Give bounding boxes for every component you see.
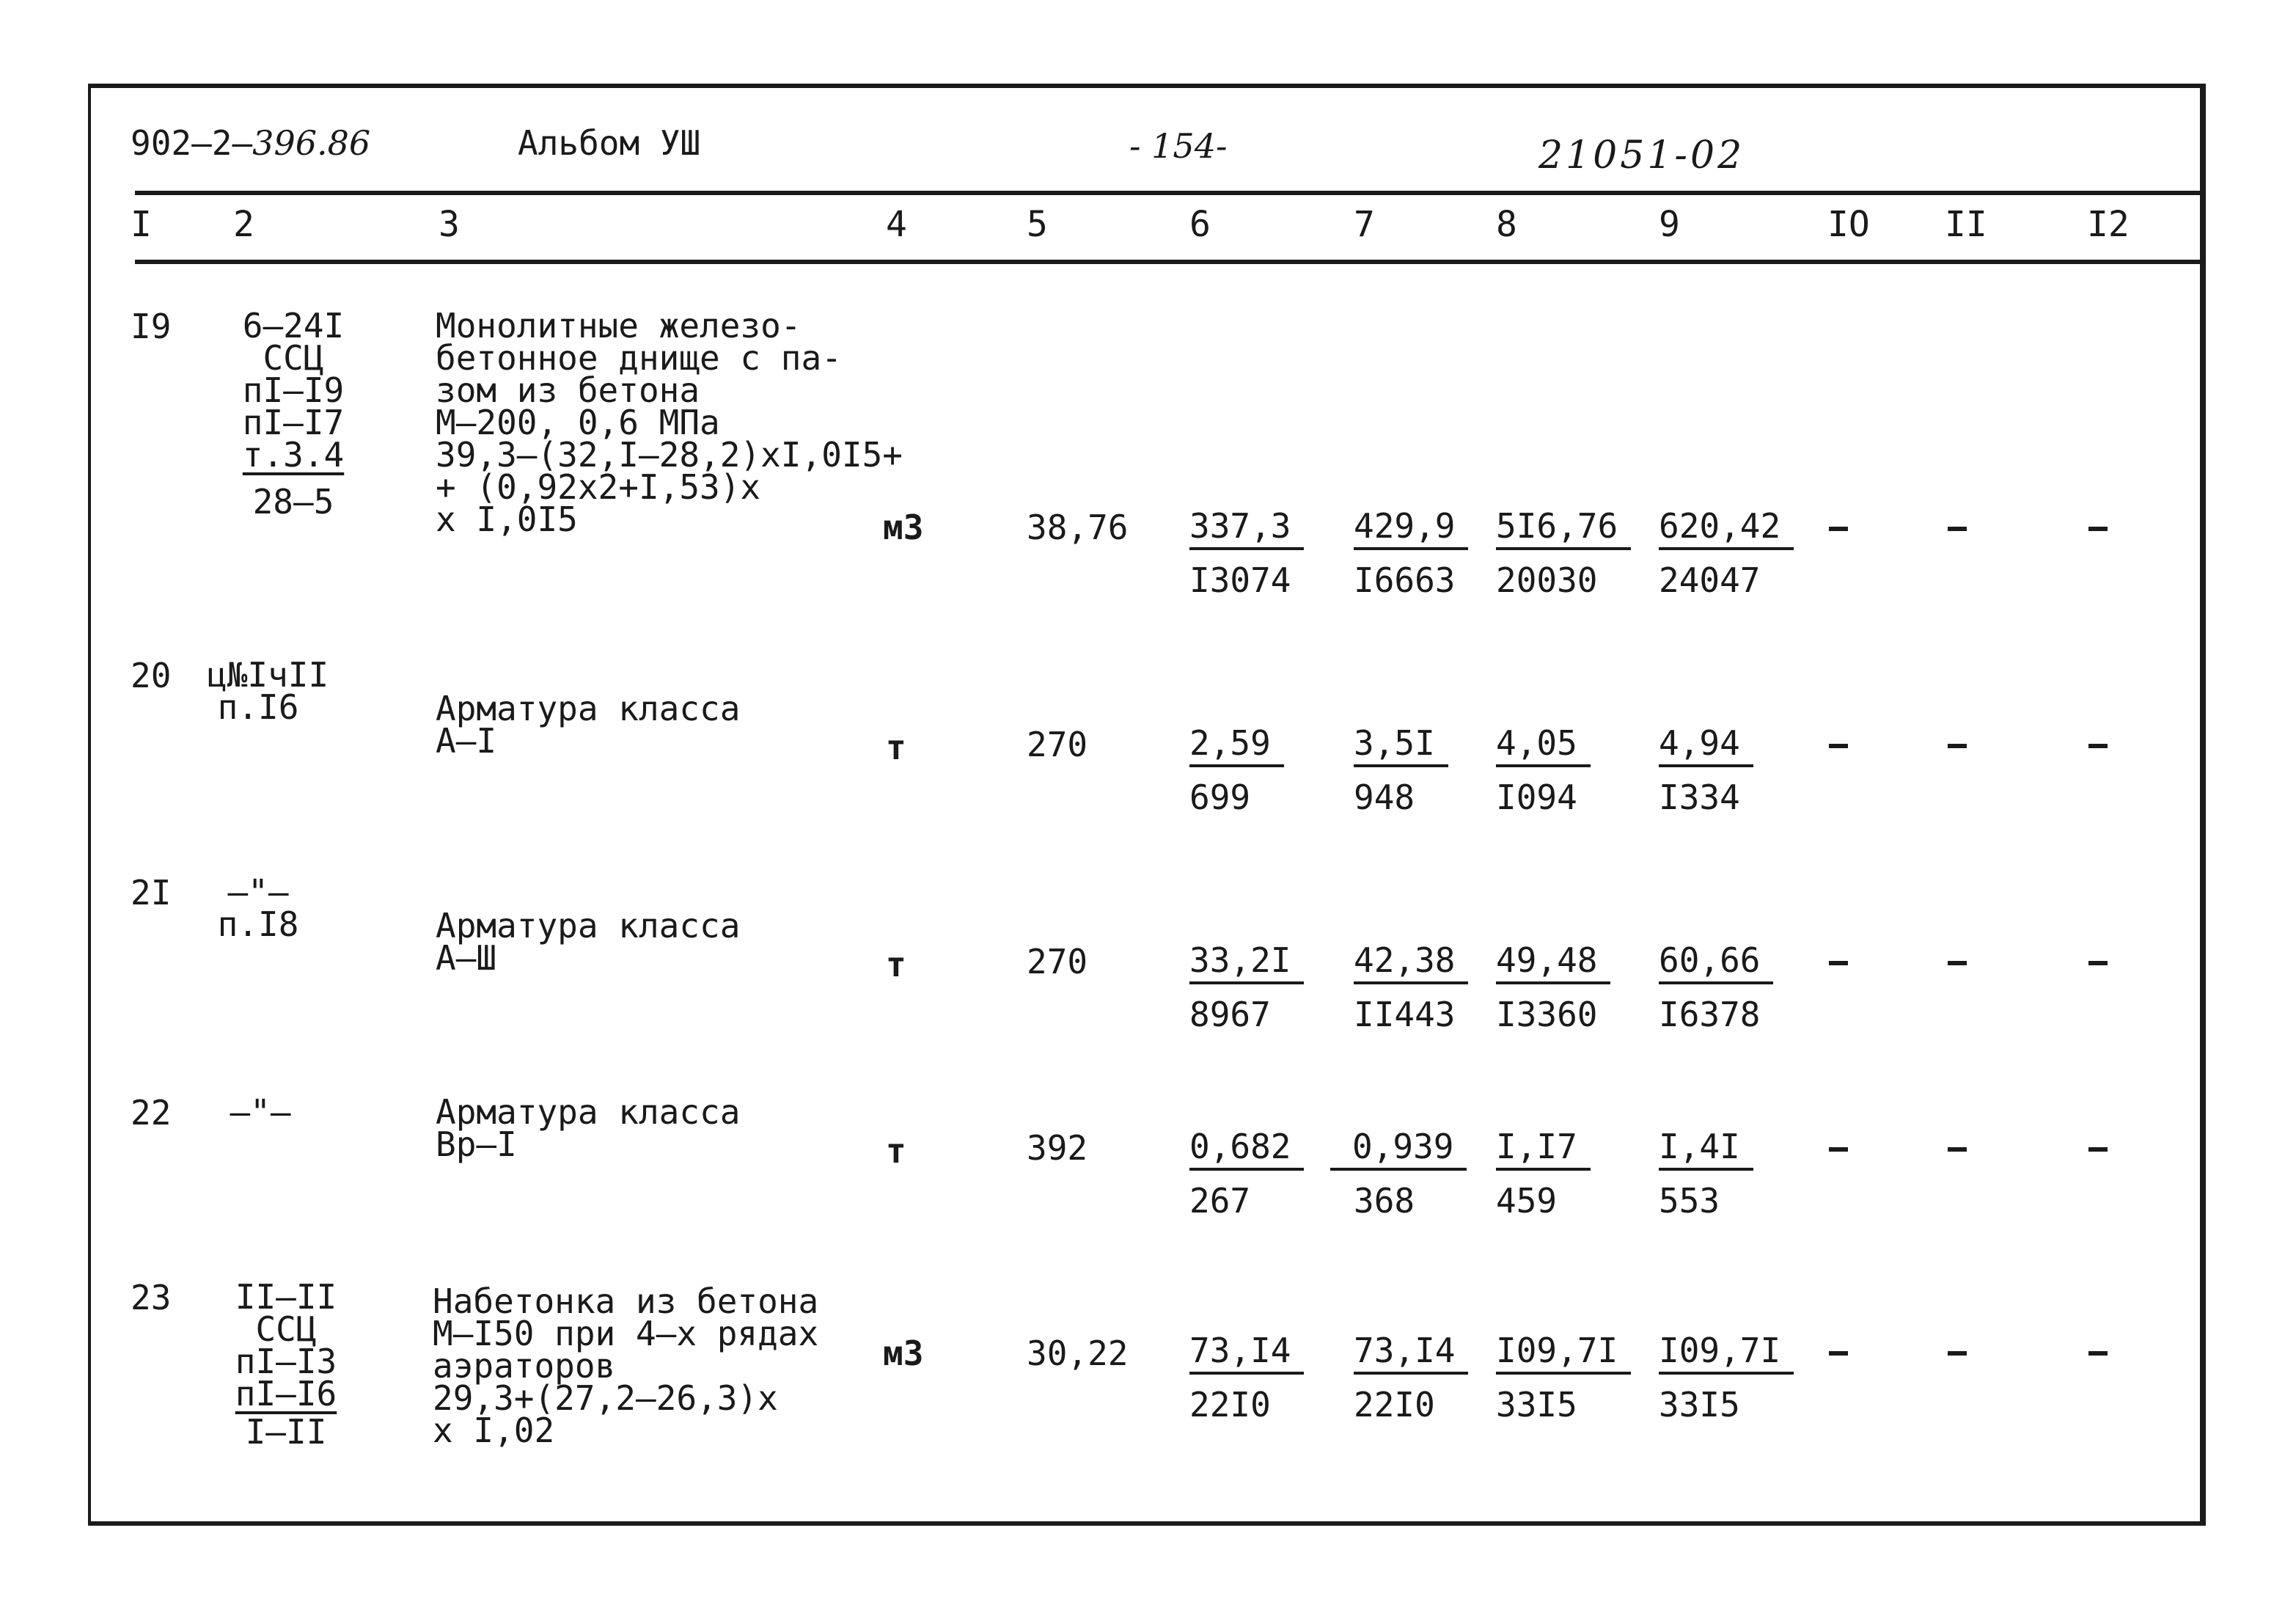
project-number: 21051-02 [1538,133,1745,178]
total-cost: 20030 [1496,560,1598,600]
norm-code-line: пI–I6 [235,1374,337,1413]
unit-cost: 429,9 [1354,508,1468,550]
total-cost: 33I5 [1659,1385,1740,1424]
cost-col-7 [1354,508,1468,599]
quantity: 392 [1027,1128,1088,1168]
col-header-3: 3 [439,204,460,245]
work-description: Монолитные железо- бетонное днище с па- зом из бетона М–200, 0,6 МПа 39,3–(32,I–28,2)хI,0I5+ + (0,92х2+I,53)х х I,0I5 [436,306,903,539]
row-number: 2I [131,873,172,912]
work-description: Арматура класса А–Ш [436,906,741,978]
document-sheet [88,84,2206,1526]
total-cost: 33I5 [1496,1385,1577,1424]
norm-code-line: ССЦ [263,338,324,378]
unit-cost: 73,I4 [1354,1332,1468,1375]
cost-col-6 [1189,725,1284,816]
quantity: 270 [1027,725,1088,764]
total-cost: I3074 [1189,560,1291,600]
norm-code-line: ц№IчII [207,655,329,695]
cost-col-7 [1330,1128,1467,1219]
unit-cost: 49,48 [1496,942,1610,984]
unit-cost: I,I7 [1496,1128,1591,1171]
unit-cost: 60,66 [1659,942,1773,984]
doc-code [131,123,371,163]
unit: м3 [883,508,924,547]
total-cost: I334 [1659,778,1740,817]
cost-col-8 [1496,508,1631,599]
unit: м3 [883,1334,924,1373]
norm-code [220,306,367,522]
empty-dash [1948,527,1967,531]
cost-col-7 [1354,725,1448,816]
cost-col-7 [1354,942,1468,1033]
total-cost: 8967 [1189,995,1271,1034]
cost-col-6 [1189,1128,1304,1219]
total-cost: 459 [1496,1181,1558,1221]
total-cost: 24047 [1659,560,1761,600]
norm-code [220,1277,352,1452]
unit-cost: 33,2I [1189,942,1304,984]
col-header-8: 8 [1496,204,1517,245]
work-description: Набетонка из бетона М–I50 при 4–х рядах аэраторов 29,3+(27,2–26,3)х х I,02 [433,1281,819,1450]
empty-dash [1829,1351,1848,1356]
total-cost: 553 [1659,1181,1720,1221]
doc-code-prefix: 902–2– [131,123,253,163]
album-title: Альбом УШ [518,123,701,163]
cost-col-6 [1189,1332,1304,1423]
unit: т [886,1131,906,1171]
quantity: 270 [1027,942,1088,981]
total-cost: 948 [1354,778,1415,817]
col-header-12: I2 [2087,204,2130,245]
cost-col-6 [1189,942,1304,1033]
unit-cost: 2,59 [1189,725,1284,767]
col-header-9: 9 [1659,204,1680,245]
col-header-7: 7 [1354,204,1375,245]
norm-code-line: –"– [230,1092,291,1132]
empty-dash [1948,1147,1967,1152]
unit-cost: I,4I [1659,1128,1753,1171]
cost-col-8 [1496,1332,1631,1423]
unit-cost: I09,7I [1659,1332,1794,1375]
col-header-4: 4 [886,204,907,245]
total-cost: I6663 [1354,560,1456,600]
quantity: 38,76 [1027,508,1129,547]
norm-code [207,872,309,944]
norm-code-line: 28–5 [252,482,334,522]
col-header-10: IO [1827,204,1870,245]
col-header-11: II [1945,204,1987,245]
cost-col-8 [1496,1128,1591,1219]
unit-cost: 337,3 [1189,508,1304,550]
empty-dash [2088,744,2108,748]
cost-col-9 [1659,1128,1753,1219]
total-cost: 699 [1189,778,1251,817]
col-header-1: I [131,204,152,245]
norm-code-line: I–II [245,1412,327,1452]
norm-code [220,1092,301,1132]
total-cost: I6378 [1659,995,1761,1034]
total-cost: I3360 [1496,995,1598,1034]
row-number: 20 [131,656,172,695]
norm-code-line: п.I6 [217,687,299,727]
cost-col-9 [1659,508,1794,599]
quantity: 30,22 [1027,1334,1129,1373]
total-cost: I094 [1496,778,1577,817]
work-description: Арматура класса А–I [436,689,741,761]
cost-col-9 [1659,725,1753,816]
total-cost: 22I0 [1189,1385,1271,1424]
unit-cost: 0,939 [1330,1128,1467,1171]
column-header-rule [135,260,2200,264]
norm-code-line: пI–I3 [235,1342,337,1381]
page-number: - 154- [1129,126,1228,166]
norm-code-line: п.I8 [217,904,299,944]
unit-cost: 0,682 [1189,1128,1304,1171]
col-header-2: 2 [233,204,254,245]
unit-cost: 3,5I [1354,725,1448,767]
doc-code-handwritten: 396.86 [252,123,371,163]
header-rule [135,191,2200,195]
norm-code-line: пI–I9 [242,370,345,410]
work-description: Арматура класса Вр–I [436,1092,741,1164]
unit: т [886,728,906,767]
unit: т [886,945,906,984]
row-number: 22 [131,1093,172,1133]
empty-dash [1829,527,1848,531]
cost-col-8 [1496,942,1610,1033]
unit-cost: 73,I4 [1189,1332,1304,1375]
empty-dash [2088,1147,2108,1152]
cost-col-9 [1659,942,1773,1033]
col-header-5: 5 [1027,204,1048,245]
cost-col-6 [1189,508,1304,599]
empty-dash [1829,744,1848,748]
empty-dash [2088,1351,2108,1356]
empty-dash [2088,527,2108,531]
unit-cost: 4,94 [1659,725,1753,767]
norm-code-line: 6–24I [242,306,345,345]
empty-dash [1829,961,1848,965]
row-number: 23 [131,1278,172,1317]
cost-col-7 [1354,1332,1468,1423]
norm-code-line: т.3.4 [242,435,345,475]
unit-cost: 42,38 [1354,942,1468,984]
total-cost: 267 [1189,1181,1251,1221]
col-header-6: 6 [1189,204,1211,245]
norm-code-line: пI–I7 [242,403,345,442]
unit-cost: 4,05 [1496,725,1591,767]
empty-dash [1948,1351,1967,1356]
unit-cost: I09,7I [1496,1332,1631,1375]
empty-dash [1948,961,1967,965]
norm-code-line: –"– [227,872,289,912]
cost-col-8 [1496,725,1591,816]
empty-dash [1829,1147,1848,1152]
unit-cost: 620,42 [1659,508,1794,550]
norm-code-line: II–II [235,1277,337,1317]
norm-code-line: ССЦ [255,1309,317,1349]
row-number: I9 [131,307,172,346]
empty-dash [2088,961,2108,965]
norm-code [207,655,329,727]
total-cost: 368 [1354,1181,1415,1221]
cost-col-9 [1659,1332,1794,1423]
total-cost: 22I0 [1354,1385,1435,1424]
total-cost: II443 [1354,995,1456,1034]
empty-dash [1948,744,1967,748]
unit-cost: 5I6,76 [1496,508,1631,550]
